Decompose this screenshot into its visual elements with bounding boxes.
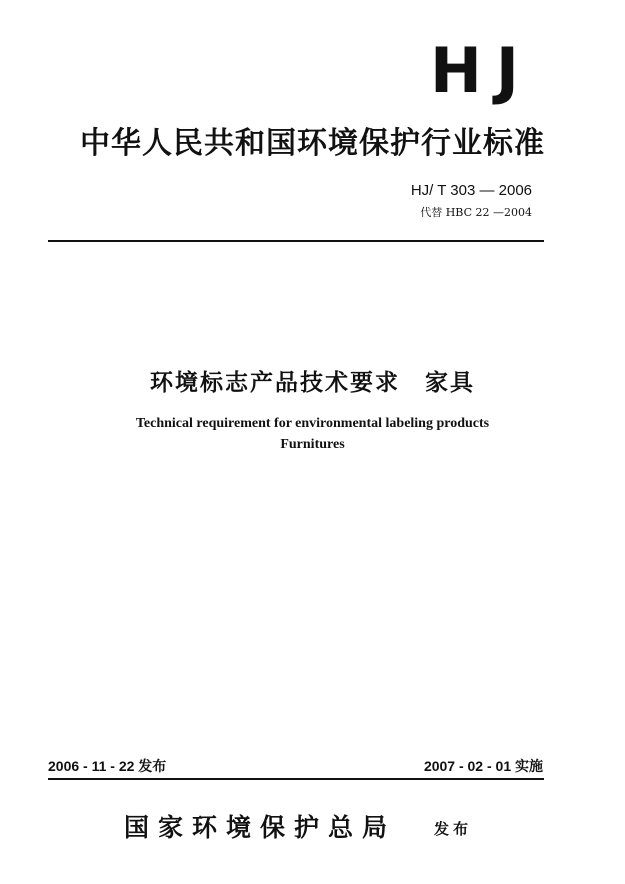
- standard-logo: HJ: [430, 34, 533, 107]
- publish-label: 发布: [434, 820, 473, 838]
- publisher-name: 国家环境保护总局: [124, 813, 397, 842]
- top-divider: [48, 240, 544, 242]
- standard-code: HJ/ T 303 — 2006: [410, 182, 532, 199]
- organization-title: 中华人民共和国环境保护行业标准: [80, 126, 545, 161]
- replaces-standard: 代替 HBC 22 —2004: [420, 206, 532, 219]
- document-title-chinese: 环境标志产品技术要求 家具: [150, 370, 475, 396]
- issue-date: 2006 - 11 - 22 发布: [48, 758, 167, 774]
- document-title-english-line2: Furnitures: [280, 437, 345, 452]
- implementation-date: 2007 - 02 - 01 实施: [423, 758, 543, 774]
- document-title-english-line1: Technical requirement for environmental labeling products: [135, 416, 490, 431]
- bottom-divider: [48, 778, 544, 780]
